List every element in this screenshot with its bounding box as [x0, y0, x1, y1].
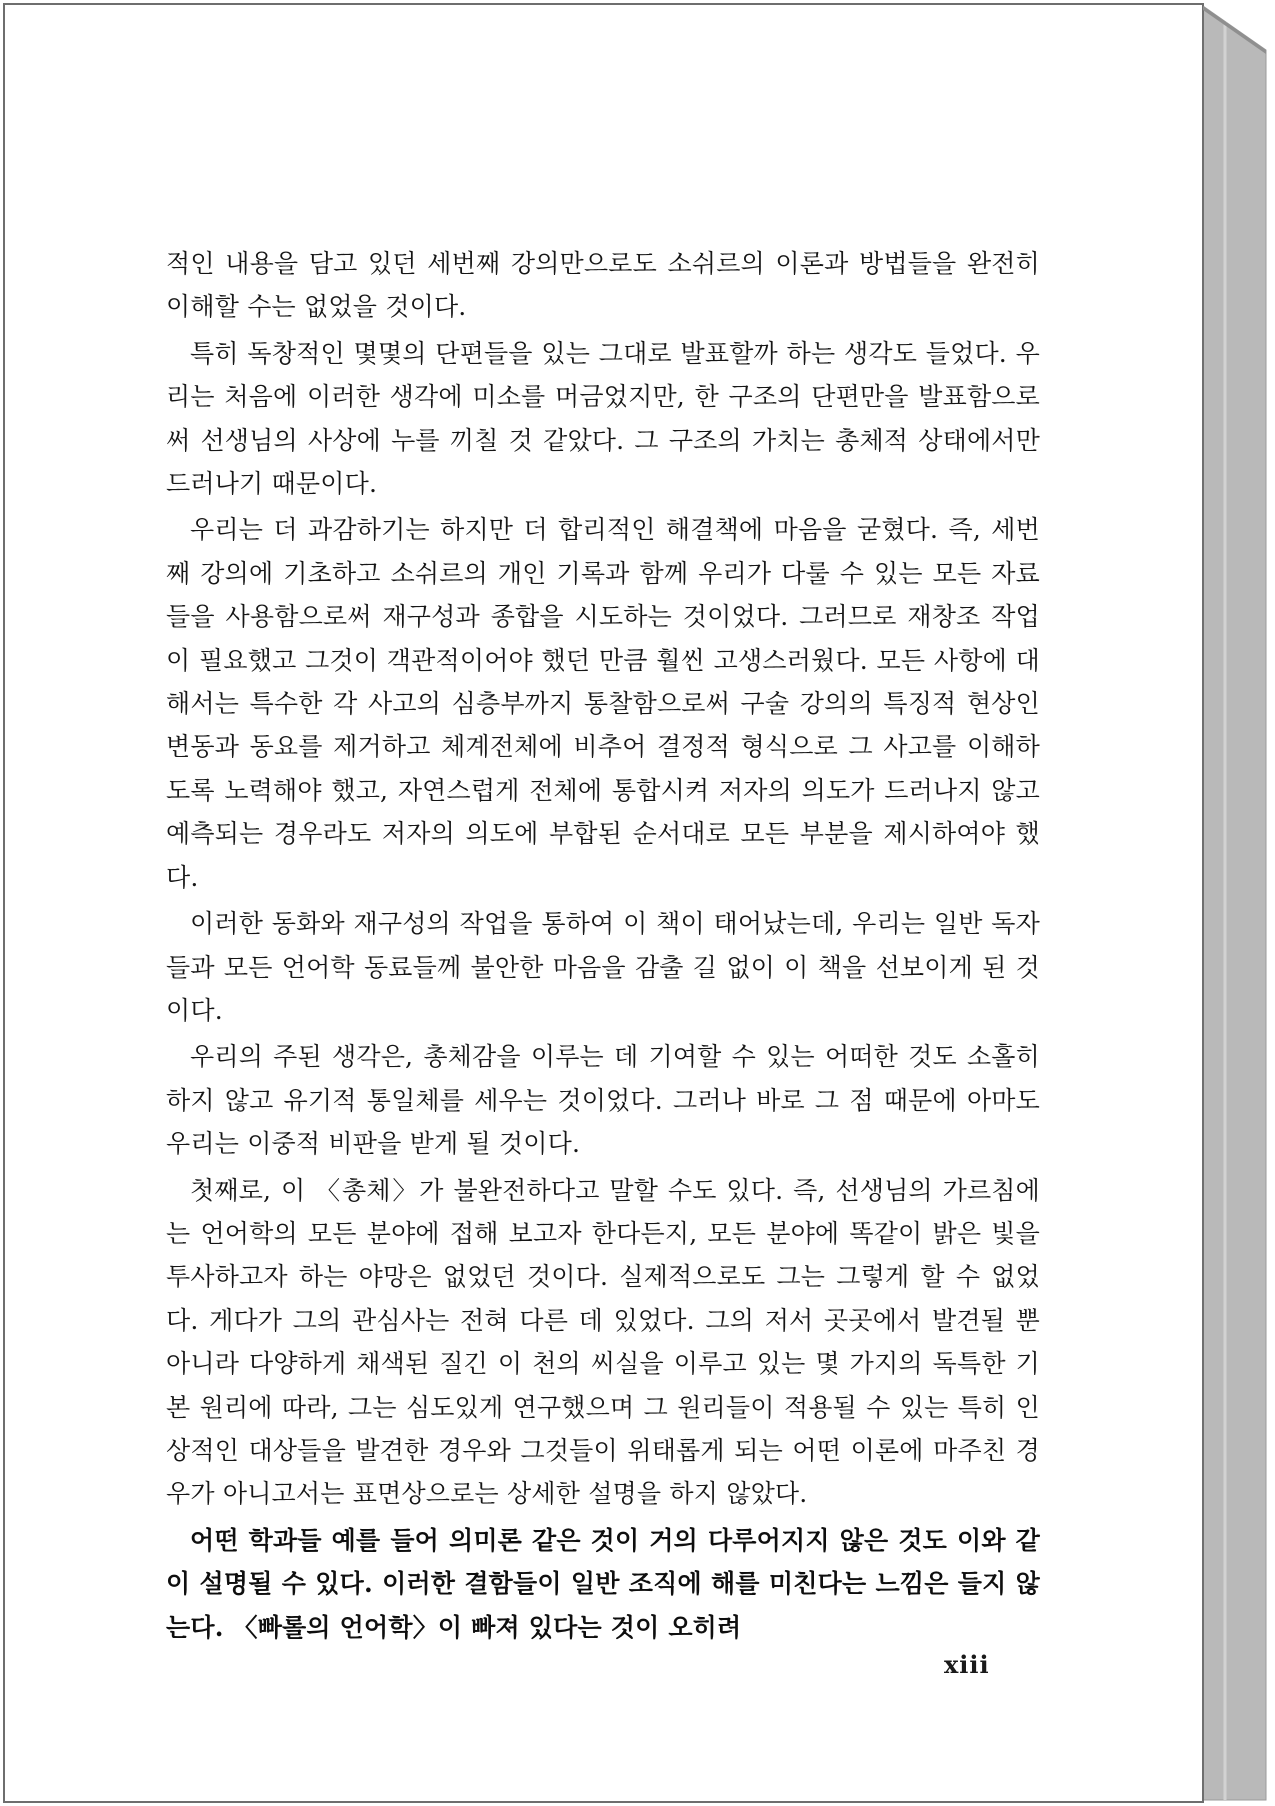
paragraph: 적인 내용을 담고 있던 세번째 강의만으로도 소쉬르의 이론과 방법들을 완전히 이해할 수는 없었을 것이다. — [166, 249, 1040, 322]
paragraph: 첫째로, 이 〈총체〉가 불완전하다고 말할 수도 있다. 즉, 선생님의 가르침에는 언어학의 모든 분야에 접해 보고자 한다든지, 모든 분야에 똑같이 밝은 빛을 투사하고자 하는 야망은 없었던 것이다. 실제적으로도 그는 그렇게 할 수 없었다. 게다가 그의 관심사는 전혀 다른 데 있었다. 그의 저서 곳곳에서 발견될 뿐 아니라 다양하게 채색된 질긴 이 천의 씨실을 이루고 있는 몇 가지의 독특한 기본 원리에 따라, 그는 심도있게 연구했으며 그 원리들이 적용될 수 있는 특히 인상적인 대상들을 발견한 경우와 그것들이 위태롭게 되는 어떤 이론에 마주친 경우가 아니고서는 표면상으로는 상세한 설명을 하지 않았다. — [166, 1175, 1040, 1509]
paragraph: 어떤 학과들 예를 들어 의미론 같은 것이 거의 다루어지지 않은 것도 이와 같이 설명될 수 있다. 이러한 결함들이 일반 조직에 해를 미친다는 느낌은 들지 않는다. 〈빠롤의 언어학〉이 빠져 있다는 것이 오히려 — [166, 1525, 1040, 1642]
paragraph: 우리의 주된 생각은, 총체감을 이루는 데 기여할 수 있는 어떠한 것도 소홀히 하지 않고 유기적 통일체를 세우는 것이었다. 그러나 바로 그 점 때문에 아마도 우리는 이중적 비판을 받게 될 것이다. — [166, 1042, 1040, 1159]
book-spine — [1203, 6, 1266, 1800]
paragraph: 우리는 더 과감하기는 하지만 더 합리적인 해결책에 마음을 굳혔다. 즉, 세번째 강의에 기초하고 소쉬르의 개인 기록과 함께 우리가 다룰 수 있는 모든 자료들을 사용함으로써 재구성과 종합을 시도하는 것이었다. 그러므로 재창조 작업이 필요했고 그것이 객관적이어야 했던 만큼 훨씬 고생스러웠다. 모든 사항에 대해서는 특수한 각 사고의 심층부까지 통찰함으로써 구술 강의의 특징적 현상인 변동과 동요를 제거하고 체계전체에 비추어 결정적 형식으로 그 사고를 이해하도록 노력해야 했고, 자연스럽게 전체에 통합시켜 저자의 의도가 드러나지 않고 예측되는 경우라도 저자의 의도에 부합된 순서대로 모든 부분을 제시하여야 했다. — [166, 515, 1040, 892]
paragraph: 특히 독창적인 몇몇의 단편들을 있는 그대로 발표할까 하는 생각도 들었다. 우리는 처음에 이러한 생각에 미소를 머금었지만, 한 구조의 단편만을 발표함으로써 선생님의 사상에 누를 끼칠 것 같았다. 그 구조의 가치는 총체적 상태에서만 드러나기 때문이다. — [166, 338, 1040, 499]
page-number: xiii — [944, 1650, 990, 1679]
body-text — [166, 242, 1040, 1649]
paragraph: 이러한 동화와 재구성의 작업을 통하여 이 책이 태어났는데, 우리는 일반 독자들과 모든 언어학 동료들께 불안한 마음을 감출 길 없이 이 책을 선보이게 된 것이다. — [166, 909, 1040, 1025]
